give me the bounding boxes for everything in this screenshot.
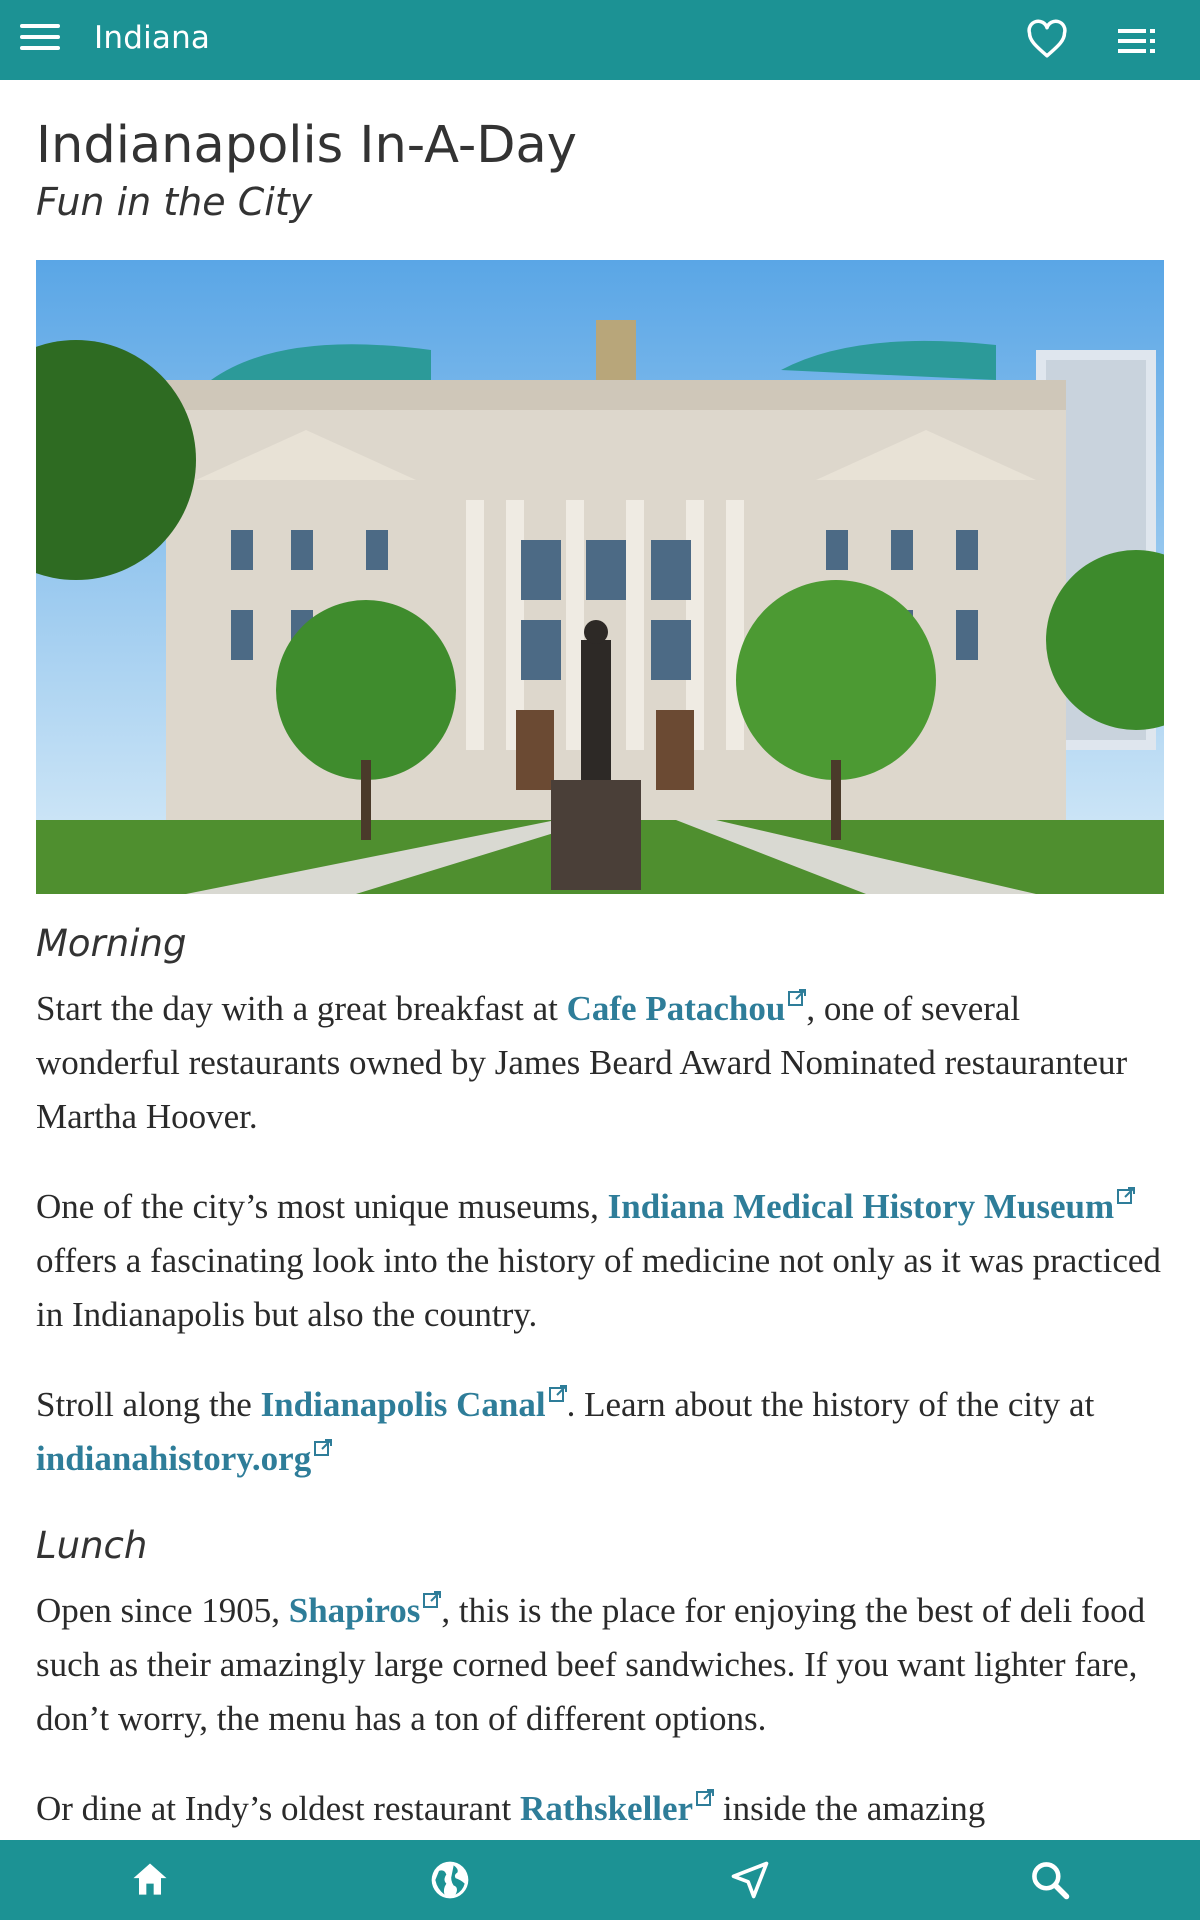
section-heading-lunch: Lunch — [36, 1524, 148, 1567]
external-link-icon — [549, 1385, 567, 1403]
globe-icon[interactable] — [428, 1858, 472, 1902]
paragraph-text: offers a fascinating look into the history of medicine not only as it was practiced in Indianapolis but also the country. — [36, 1241, 1161, 1334]
link-text: Rathskeller — [520, 1789, 694, 1828]
search-icon[interactable] — [1028, 1858, 1072, 1902]
home-icon[interactable] — [128, 1858, 172, 1902]
external-link-icon — [423, 1591, 441, 1609]
app-title: Indiana — [94, 20, 211, 56]
article-subtitle: Fun in the City — [36, 180, 313, 224]
heart-icon[interactable] — [1025, 19, 1069, 61]
external-link-icon — [314, 1439, 332, 1457]
link-rathskeller[interactable] — [520, 1789, 714, 1828]
link-indianahistory[interactable] — [36, 1439, 332, 1478]
paragraph-text: Open since 1905, — [36, 1591, 289, 1630]
article-content — [36, 80, 1164, 1872]
paragraph — [36, 1584, 1164, 1746]
paragraph-text: One of the city’s most unique museums, — [36, 1187, 608, 1226]
bottom-nav-bar — [0, 1840, 1200, 1920]
link-indianapolis-canal[interactable] — [261, 1385, 567, 1424]
paragraph-text: , this is the place for enjoying the best of deli food such as their amazingly large corned beef sandwiches. If you want lighter fare, don’t worry, the menu has a ton of different options. — [36, 1591, 1146, 1738]
paragraph — [36, 1782, 1164, 1836]
link-medical-history-museum[interactable] — [608, 1187, 1136, 1226]
paragraph — [36, 982, 1164, 1144]
paragraph-text: inside the amazing — [714, 1789, 986, 1828]
statehouse-photo — [36, 260, 1164, 894]
link-text: Shapiros — [288, 1591, 421, 1630]
section-heading-morning: Morning — [36, 922, 187, 965]
menu-icon[interactable] — [20, 24, 60, 56]
link-cafe-patachou[interactable] — [567, 989, 807, 1028]
link-shapiros[interactable] — [289, 1591, 442, 1630]
link-text: Cafe Patachou — [566, 989, 786, 1028]
list-icon[interactable] — [1118, 26, 1158, 56]
link-text: Indianapolis Canal — [260, 1385, 546, 1424]
article-title: Indianapolis In-A-Day — [36, 116, 577, 175]
paragraph — [36, 1378, 1164, 1486]
paragraph-text: . Learn about the history of the city at — [566, 1385, 1095, 1424]
paragraph-text: Or dine at Indy’s oldest restaurant — [36, 1789, 521, 1828]
link-text: indianahistory.org — [36, 1439, 312, 1478]
paragraph-text: , one of several wonderful restaurants owned by James Beard Award Nominated restauranteur Martha Hoover. — [36, 989, 1128, 1136]
top-app-bar — [0, 0, 1200, 80]
paragraph-text: Start the day with a great breakfast at — [36, 989, 567, 1028]
paragraph — [36, 1180, 1164, 1342]
external-link-icon — [788, 989, 806, 1007]
navigation-arrow-icon[interactable] — [728, 1858, 772, 1902]
external-link-icon — [696, 1789, 714, 1807]
paragraph-text: Stroll along the — [36, 1385, 261, 1424]
link-text: Indiana Medical History Museum — [607, 1187, 1115, 1226]
external-link-icon — [1117, 1187, 1135, 1205]
